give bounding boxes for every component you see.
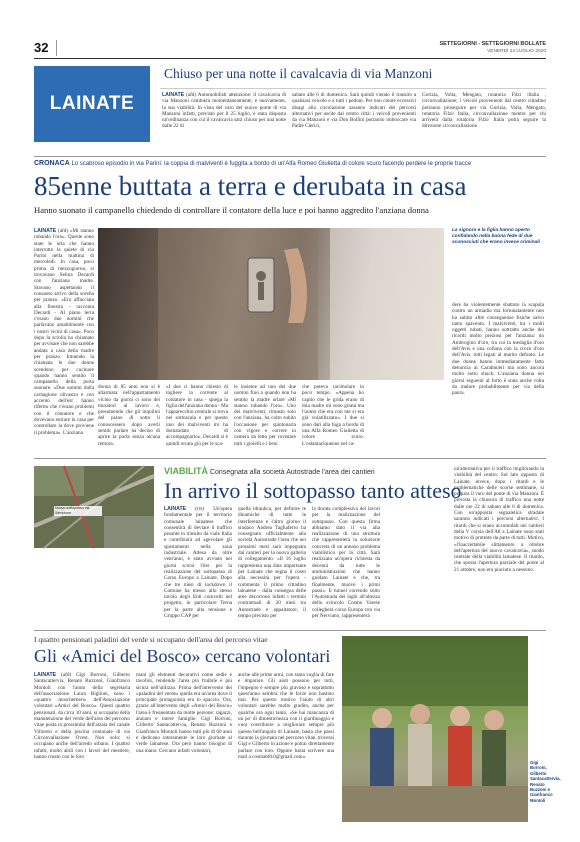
separator-3 — [34, 630, 546, 631]
article3-kicker — [164, 466, 464, 476]
article2-col4: le insieme ad uno dei due uomini fino a quando non ha sentito la madre urlare «Mi stanno rubando l'oro». Uno dei malviventi, rimasto solo con l'anziana, ha colto subito l'occasione per spintonarla con vigore e correre in camera da letto per rovistare tutti i gioielli e i beni — [234, 384, 296, 447]
article2-col2: donna di 85 anni non si è allarmata: nell'appartamento vicino da giorni ci sono dei muratori al lavoro e, presumendo che gli inquilini del piano di sotto li conoscessero dopo averli sentiti parlare ha deciso di aprire la porta senza alcuna remora. — [98, 384, 160, 447]
article3-col1-text: (rrs) Un'opera fondamentale per il territorio comunale lainatese che consentirà di deviare il traffico pesante in transito da viale Italia e contribuirà ad agevolare gli spostamenti nella zona industriale. Attesa da oltre vent'anni, è stato avviato nei giorni scorsi l'iter per la realizzazione del sottopasso di Corso Europa a Lainate. Dopo che tre mesi di lockdown il Comune ha messo allo stesso tavolo degli Enti coinvolti nel progetto, in particolare Terna per la parte alta tensione e Gruppo CAP per — [164, 506, 232, 620]
article4-dateline: LAINATE — [34, 672, 57, 678]
section-badge-label: LAINATE — [49, 93, 135, 114]
article1-dateline: LAINATE — [162, 92, 185, 98]
article4-title: Gli «Amici del Bosco» cercano volontari — [34, 646, 331, 666]
article2-kicker-label: CRONACA — [34, 160, 70, 167]
article1-col2: sabato alle 6 di domenica. Sarà quindi vietato il transito a qualsiasi veicolo e a tutti i pedoni. Per non creare eccessivi disagi alla circolazione saranno indicati dei percorsi alternativi per uscite dal centro città: i veicoli provenienti da via Manzoni e via Don Bollini potranno imboccare via Padre Clerici, — [292, 92, 416, 130]
article1-col3: Gorizia, Volta, Mengato, rotatoria Filzi /Italia , circonvallazione; i veicoli provenienti dal centro cittadino potranno proseguire per via Gorizia, Volta, Mengato, rotatoria Filzi/ Italia, circonvallazione mentre per chi arriverà dalla rotatoria Filzi/ Italia potrà seguire la direzione circonvallazione. — [422, 92, 546, 130]
article4-kicker: I quattro pensionati paladini del verde si occupano dell'area del percorso vitae — [34, 635, 268, 644]
article1-col1 — [162, 92, 286, 148]
door-lock-illustration — [98, 228, 444, 380]
map-label: Nuovo sottopasso via Sempione — [55, 506, 90, 515]
article2-dateline: LAINATE — [34, 228, 57, 234]
article4-col1-text: (afd) Gigi Borroni, Gilberto Santacattervia, Renato Buzzoni, Gianfranco Montoli con l'aiuto della segretaria dell'associazione Laura Biglioni, sono i «quattro moschettieri» dell'Associazione volontari «Amici del Bosco». Questi quattro pensionati, da circa 10 anni, si occupano della manutenzione del verde dell'area del percorso vitae posta in prossimità dell'alzaia del canale Villoresi e della piscina comunale di via Circonvallazione Ovest. Non solo: si occupano anche dell'arredo urbano. I quattro infatti, molto abili con i lavori del mestiere, hanno creato con le loro — [34, 672, 130, 760]
article2-photo — [98, 228, 444, 380]
article4-col3: anche alle prime armi, con tanta voglia di fare e imparare. Gli aiuti possono per tutti, l'impegno è sempre più gravoso e soprattutto quest'anno sembra che le forze non bastino mai. Per questo motivo l'aiuto di altri volontari sarebbe molto gradito, anche per qualche ora ogni tanto. «Se hai mancanza di un po' di dimestichezza con il giardinaggio e vuoi contribuire a migliorare sempre più questo bell'angolo di Lainate, basta che passi durante la giornata nel percorso vitae, troverai Gigi e Gilberto in azione e potrai direttamente parlare con loro. Oppure basta scrivere una mail a cosmab810@gmail.com». — [238, 672, 334, 760]
article4-caption: Gigi Borroni, Gilberto Santacattervia, Renato Buzzoni e Gianfranco Montoli — [530, 760, 561, 803]
article2-caption: La signora e la figlia hanno aperto confidando nella buona fede di due sconosciuti che erano invece criminali — [452, 228, 540, 245]
article4-col2: mani gli elementi decorativi come sedie e tavolini, rendendo l'area più fruibile e più sicura nell'utilizzo. Prima dell'intervento dei «paladini del verde» quella era un'area dove il principale protagonista era lo spaccio. Ora, grazie all'intervento degli «Amici del Bosco» l'area è frequentata da molte persone: ragazzi, anziani e intere famiglie. Gigi Borroni, Gilberto Santacattervia, Renato Buzzoni e Gianfranco Montoli hanno tutti più di 60 anni e dedicano interamente le loro giornate al verde lainatese. Ora però hanno bisogno di una mano. Cercano infatti volontari, — [136, 672, 232, 754]
article3-col2: quella idraulica, per definire le dinamiche di tutte le interferenze e l'altro giorno il sindaco Andrea Tagliaferro ha consegnato ufficialmente alla società Autostrade l'area che nei prossimi mesi sarà impegnata dai cantieri per la nuova galleria di collegamento. «Il 16 luglio rappresenta una data importante per Lainate che segna il costo alla necessità per l'opera - commenta il primo cittadino lainatese - dalla consegna delle aree decorrono infatti i termini contrattuali di 20 mesi tra Autostrade e appaltatore, il tempo previsto per — [238, 506, 306, 620]
article4-col1 — [34, 672, 130, 822]
article1-title-rule — [160, 88, 546, 89]
article2-subtitle: Hanno suonato il campanello chiedendo di controllare il contatore della luce e poi hanno aggredito l'anziana donna — [34, 205, 429, 215]
page-number: 32 — [34, 40, 49, 55]
article3-dateline: LAINATE — [164, 506, 187, 512]
separator-1 — [34, 156, 546, 157]
volunteers-photo — [342, 636, 528, 822]
article3-kicker-text: Consegnata alla società Autostrade l'area dei cantieri — [209, 469, 375, 476]
article3-col1 — [164, 506, 232, 624]
article2-col1-text: (afd) «Mi stanno rubando l'oro». Queste sono state le urla che hanno interrotto la quiete di via Parini nella mattina di mercoledì. In casa, poco prima di mezzogiorno, si trovavano Selina Decardi con l'anziana madre. Stavano aspettando il consueto arrivo della sorella per pranzo. «Ero affacciata alla finestra - racconta Decardi - Al piano terra c'erano due uomini che parlavano amabilmente con i nostri vicini di casa». Poco dopo la scrolla ha chiamato per avvisare che non sarebbe andata a casa della madre per pranzo. Intuendo la chiamata le due donne scendono per cucinare quando hanno sentito il campanello della porta suonare. «Due uomini dalla carnagione olivastra e con accento dell'est hanno riferito che c'erano problemi con il contatore e che dovevano entrare in casa per controllare la dove proviene il problema». L'anziana — [34, 228, 94, 436]
article3-title: In arrivo il sottopasso tanto atteso — [164, 478, 462, 503]
article2-title: 85enne buttata a terra e derubata in casa — [34, 171, 467, 201]
publication-name: SETTEGIORNI - SETTEGIORNI BOLLATE — [439, 41, 546, 47]
header-rule-vertical — [56, 40, 57, 56]
publication-date: VENERDÌ 24 LUGLIO 2020 — [487, 49, 546, 54]
article2-kicker-text: Lo scabroso episodio in via Parini: la coppia di malviventi è fuggita a bordo di un'Alfa Romeo Giulietta di colore scuro facendo perdere le proprie tracce — [71, 161, 472, 167]
header-rule — [34, 58, 546, 59]
article1-col1-text: (afd) Automobilisti attenzione: il cavalcavia di via Manzoni cambierà momentaneamente, e nuovamente, la sua viabilità. In vista del varo del nuovo ponte di via Manzoni infatti, previsto per il 25 luglio, è stata disposta un'ordinanza con cui il cavalcavia sarà chiuso per una notte dalle 22 di — [162, 92, 286, 130]
article2-col5: che poteva racimolare in poco tempo. «Appena ho capito che le grida erano di mia madre mi sono girata ma l'uomo che era con me si era già volatilizzato». I due si sono dati alla fuga a bordo di una Alfa Romeo Giulietta di colore scuro. L'ostantaciquenne nel ca- — [302, 384, 364, 447]
article1-title: Chiuso per una notte il cavalcavia di via Manzoni — [164, 66, 433, 81]
article2-col1 — [34, 228, 94, 436]
article3-col4: un'alternativa per il traffico migliorando la visibilità del centro. Sul lato opposto di Lainate, invece, dopo i ritardi e le problematiche delle scorse settimane, si prepara il varo del ponte di via Manzoni. È prevista la chiusura di traffico una notte dalle ore 22 di sabato alle 6 di domenica. Con un'apposita segnaletica stradale saranno indicati i percorsi alternativi. I ritardi che si erano accumulati nei cantieri della V corsia dell'A8 a Lainate sono stati motivo di proteste da parte di tutti. Motivo, «l'inaccettabile slittamento a ottobre dell'apertura del nuovo cavalcavia», snodo centrale della viabilità lainatese. Il ritardo, che sposta l'apertura parziale del ponte al 21 ottobre, non era piaciuto a nessuno. — [454, 466, 544, 573]
article2-kicker — [34, 160, 546, 167]
separator-2 — [34, 458, 546, 459]
article2-col6: dere ha violentemente sbattuto la scapola contro un armadio ma fortunatamente non ha subito altre conseguenze fisiche salvo tanto spavento. I malviventi, tra i molti oggetti rubati, hanno sottratto anche dei ricordi molto preziosi per l'anziana: un Ambrogino d'oro, tra cui la medaglia d'oro dell'Avis e una collana con la croce d'oro dell'Avis, tutti legati al marito defunto. Le due donne hanno immediatamente fatto denuncia ai Carabinieri ma sono ancora molto sotto shock. L'anziana donna nei giorni seguenti al furto è stata anche colta da malore probabilmente per via della paura. — [452, 302, 544, 397]
section-badge — [34, 66, 150, 142]
article3-kicker-label: VIABILITÀ — [164, 466, 208, 476]
article4-photo — [342, 636, 528, 822]
article3-map — [34, 466, 154, 548]
article3-col3: la durata complessiva dei lavori per la realizzazione del sottopasso. Con questa firma abbiamo dato il via alla realizzazione di una struttura che rappresenterà la soluzione concreta di un annoso problema viabilistico per la città. Sarà realizzata un'opera richiesta da decenni da tutte le amministrazioni che hanno guidato Lainate e che, tra finalmente, muove i primi passi». Il tunnel correndo sotto l'Autostrada dei laghi all'altezza dello svincolo Cosmo Varese collegherà corso Europa con via per Nerviano, rappresenterà — [312, 506, 380, 620]
article2-col3: «I due ci hanno chiesto di togliere la corrente al contatore in casa - spiega la figlia dell'anziana donna - Ma l'apparecchio centrale si trova nel sottoscala e per questo uno dei malviventi mi ha domandato di accompagnarlo». Decardi si è quindi recata giù per le sca- — [166, 384, 229, 447]
